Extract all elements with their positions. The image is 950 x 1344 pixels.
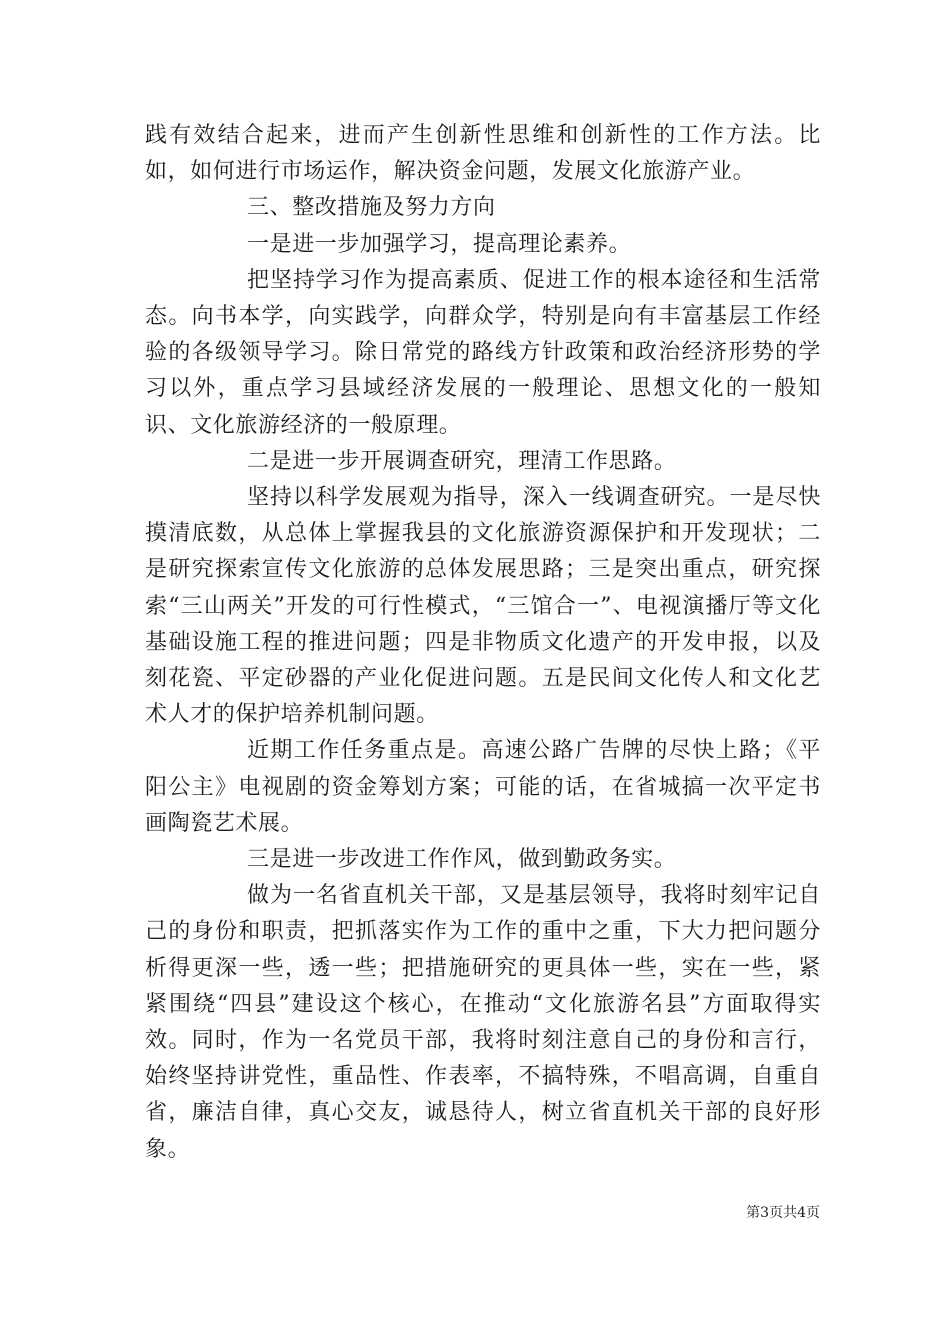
recent-tasks-paragraph: 近期工作任务重点是。高速公路广告牌的尽快上路；《平阳公主》电视剧的资金筹划方案；可能的话，在省城搞一次平定书画陶瓷艺术展。 <box>145 738 821 836</box>
page-number-footer: 第3页共4页 <box>746 1205 820 1221</box>
paragraph-continuation: 践有效结合起来，进而产生创新性思维和创新性的工作方法。比如，如何进行市场运作，解决资金问题，发展文化旅游产业。 <box>145 123 821 185</box>
section-three-heading: 三、整改措施及努力方向 <box>247 195 496 221</box>
document-body <box>145 118 821 1168</box>
point-one-heading: 一是进一步加强学习，提高理论素养。 <box>247 231 632 257</box>
point-three-heading: 三是进一步改进工作作风，做到勤政务实。 <box>247 847 677 873</box>
point-one-paragraph: 把坚持学习作为提高素质、促进工作的根本途径和生活常态。向书本学，向实践学，向群众学，特别是向有丰富基层工作经验的各级领导学习。除日常党的路线方针政策和政治经济形势的学习以外，重点学习县域经济发展的一般理论、思想文化的一般知识、文化旅游经济的一般原理。 <box>145 267 821 438</box>
point-two-paragraph: 坚持以科学发展观为指导，深入一线调查研究。一是尽快摸清底数，从总体上掌握我县的文化旅游资源保护和开发现状；二是研究探索宣传文化旅游的总体发展思路；三是突出重点，研究探索“三山两关”开发的可行性模式，“三馆合一”、电视演播厅等文化基础设施工程的推进问题；四是非物质文化遗产的开发申报，以及刻花瓷、平定砂器的产业化促进问题。五是民间文化传人和文化艺术人才的保护培养机制问题。 <box>145 485 821 728</box>
point-two-heading: 二是进一步开展调查研究，理清工作思路。 <box>247 448 677 474</box>
point-three-paragraph: 做为一名省直机关干部，又是基层领导，我将时刻牢记自己的身份和职责，把抓落实作为工作的重中之重，下大力把问题分析得更深一些，透一些；把措施研究的更具体一些，实在一些，紧紧围绕“四县”建设这个核心，在推动“文化旅游名县”方面取得实效。同时，作为一名党员干部，我将时刻注意自己的身份和言行，始终坚持讲党性，重品性、作表率，不搞特殊，不唱高调，自重自省，廉洁自律，真心交友，诚恳待人，树立省直机关干部的良好形象。 <box>145 883 821 1162</box>
